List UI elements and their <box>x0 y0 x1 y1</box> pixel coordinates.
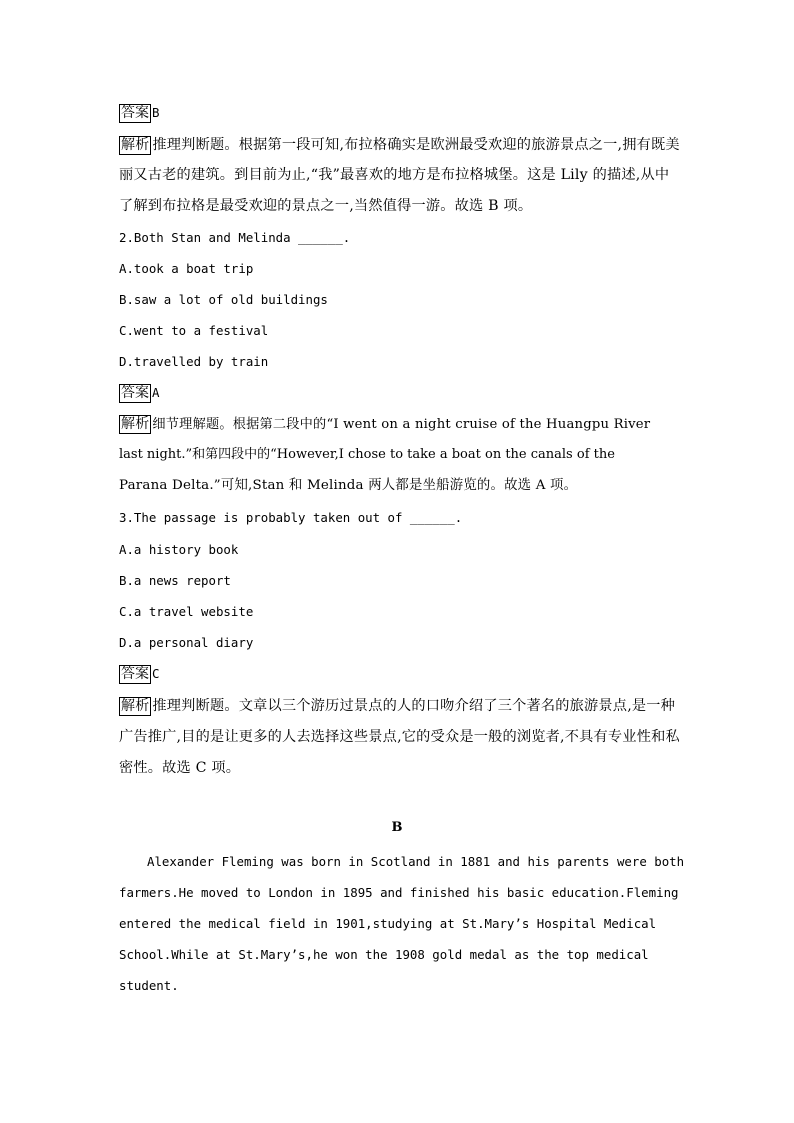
section-b-line-4: School.While at St.Mary’s,he won the 1908 gold medal as the top medical <box>119 947 649 962</box>
q2-option-c: C.went to a festival <box>119 323 269 338</box>
q2-option-a: A.took a boat trip <box>119 261 254 276</box>
section-b-line-3: entered the medical field in 1901,studying at St.Mary’s Hospital Medical <box>119 916 657 931</box>
analysis-text: 推理判断题。根据第一段可知,布拉格确实是欧洲最受欢迎的旅游景点之一,拥有既美 <box>152 137 680 153</box>
analysis-text: 推理判断题。文章以三个游历过景点的人的口吻介绍了三个著名的旅游景点,是一种 <box>152 698 676 714</box>
answer-label-box: 答案 <box>121 666 149 682</box>
q1-analysis-line-3: 了解到布拉格是最受欢迎的景点之一,当然值得一游。故选 B 项。 <box>119 198 533 214</box>
answer-value: C <box>152 666 160 681</box>
section-b-line-1: Alexander Fleming was born in Scotland in 1881 and his parents were both <box>147 854 685 869</box>
analysis-label-box: 解析 <box>121 416 150 432</box>
q2-analysis-line-2: last night.”和第四段中的“However,I chose to take a boat on the canals of the <box>119 447 615 462</box>
q3-option-c: C.a travel website <box>119 604 254 619</box>
analysis-label-box: 解析 <box>121 698 150 714</box>
q3-analysis-line-2: 广告推广,目的是让更多的人去选择这些景点,它的受众是一般的浏览者,不具有专业性和私 <box>119 729 680 745</box>
q3-option-b: B.a news report <box>119 573 231 588</box>
q2-option-b: B.saw a lot of old buildings <box>119 292 328 307</box>
answer-label-box: 答案 <box>121 385 149 401</box>
q2-analysis-line-1 <box>119 414 650 435</box>
q2-analysis-line-3: Parana Delta.”可知,Stan 和 Melinda 两人都是坐船游览的。故选 A 项。 <box>119 478 578 493</box>
analysis-text: 细节理解题。根据第二段中的“I went on a night cruise of the Huangpu River <box>152 417 651 432</box>
q3-analysis-line-1 <box>119 696 675 716</box>
q2-option-d: D.travelled by train <box>119 354 269 369</box>
section-b-line-5: student. <box>119 978 179 993</box>
answer-value: A <box>152 385 160 400</box>
q3-answer-line <box>119 664 159 685</box>
q2-stem: 2.Both Stan and Melinda ______. <box>119 230 351 245</box>
q1-answer-line <box>119 103 159 124</box>
q3-stem: 3.The passage is probably taken out of ______. <box>119 510 463 525</box>
answer-value: B <box>152 105 160 120</box>
q3-option-d: D.a personal diary <box>119 635 254 650</box>
q3-analysis-line-3: 密性。故选 C 项。 <box>119 760 241 776</box>
q1-analysis-line-1 <box>119 135 680 155</box>
section-b-line-2: farmers.He moved to London in 1895 and finished his basic education.Fleming <box>119 885 679 900</box>
answer-label-box: 答案 <box>121 105 149 121</box>
analysis-label-box: 解析 <box>121 137 150 153</box>
q1-analysis-line-2: 丽又古老的建筑。到目前为止,“我”最喜欢的地方是布拉格城堡。这是 Lily 的描述,从中 <box>119 167 670 183</box>
q2-answer-line <box>119 383 159 404</box>
section-b-heading: B <box>391 820 403 835</box>
q3-option-a: A.a history book <box>119 542 239 557</box>
